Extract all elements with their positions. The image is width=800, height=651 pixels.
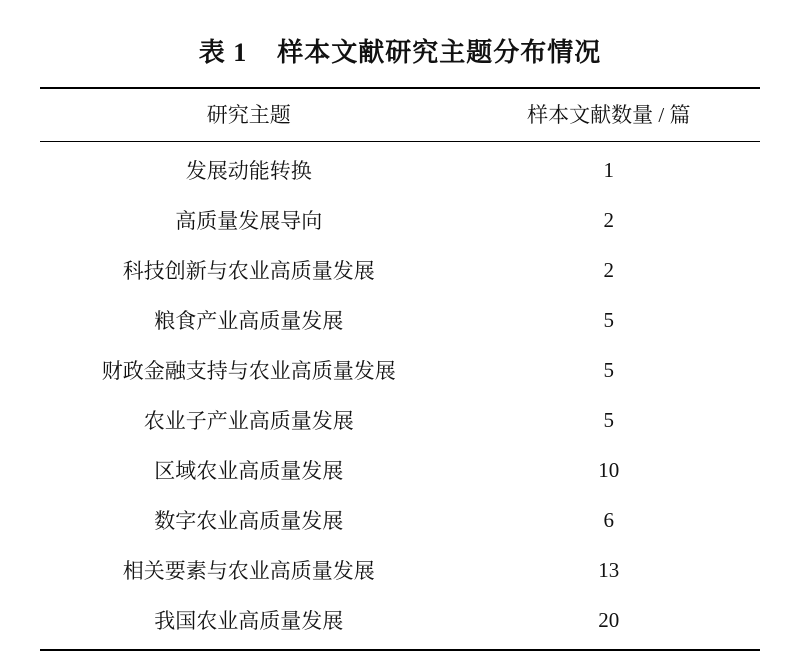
cell-count: 13 [598, 557, 620, 582]
cell-count: 1 [603, 157, 615, 182]
cell-topic: 高质量发展导向 [175, 209, 323, 233]
table-row [40, 195, 760, 245]
table-row [40, 245, 760, 295]
table-header-row [40, 88, 760, 142]
table-row [40, 295, 760, 345]
table-row [40, 445, 760, 495]
table-row [40, 395, 760, 445]
table-body [40, 142, 760, 651]
cell-count: 2 [603, 257, 615, 282]
table-row [40, 595, 760, 650]
cell-count: 5 [603, 357, 615, 382]
cell-count: 6 [603, 507, 615, 532]
table-row [40, 495, 760, 545]
cell-topic: 粮食产业高质量发展 [154, 309, 344, 333]
cell-topic: 数字农业高质量发展 [154, 509, 344, 533]
cell-topic: 区域农业高质量发展 [154, 459, 344, 483]
cell-count: 2 [603, 207, 615, 232]
research-topic-distribution-table [40, 87, 760, 651]
cell-count: 20 [458, 595, 760, 650]
table-row [40, 345, 760, 395]
table-row [40, 142, 760, 196]
cell-topic: 发展动能转换 [185, 159, 312, 183]
cell-count: 5 [603, 407, 615, 432]
cell-topic: 相关要素与农业高质量发展 [122, 559, 375, 583]
cell-topic: 农业子产业高质量发展 [143, 409, 354, 433]
cell-topic: 我国农业高质量发展 [40, 595, 458, 650]
table-row [40, 545, 760, 595]
column-header-count: 样本文献数量 / 篇 [458, 88, 760, 142]
cell-count: 5 [603, 307, 615, 332]
table-caption: 表 1 样本文献研究主题分布情况 [198, 38, 602, 67]
cell-topic: 财政金融支持与农业高质量发展 [101, 359, 396, 383]
column-header-topic: 研究主题 [40, 88, 458, 142]
cell-topic: 科技创新与农业高质量发展 [122, 259, 375, 283]
cell-count: 10 [598, 457, 620, 482]
